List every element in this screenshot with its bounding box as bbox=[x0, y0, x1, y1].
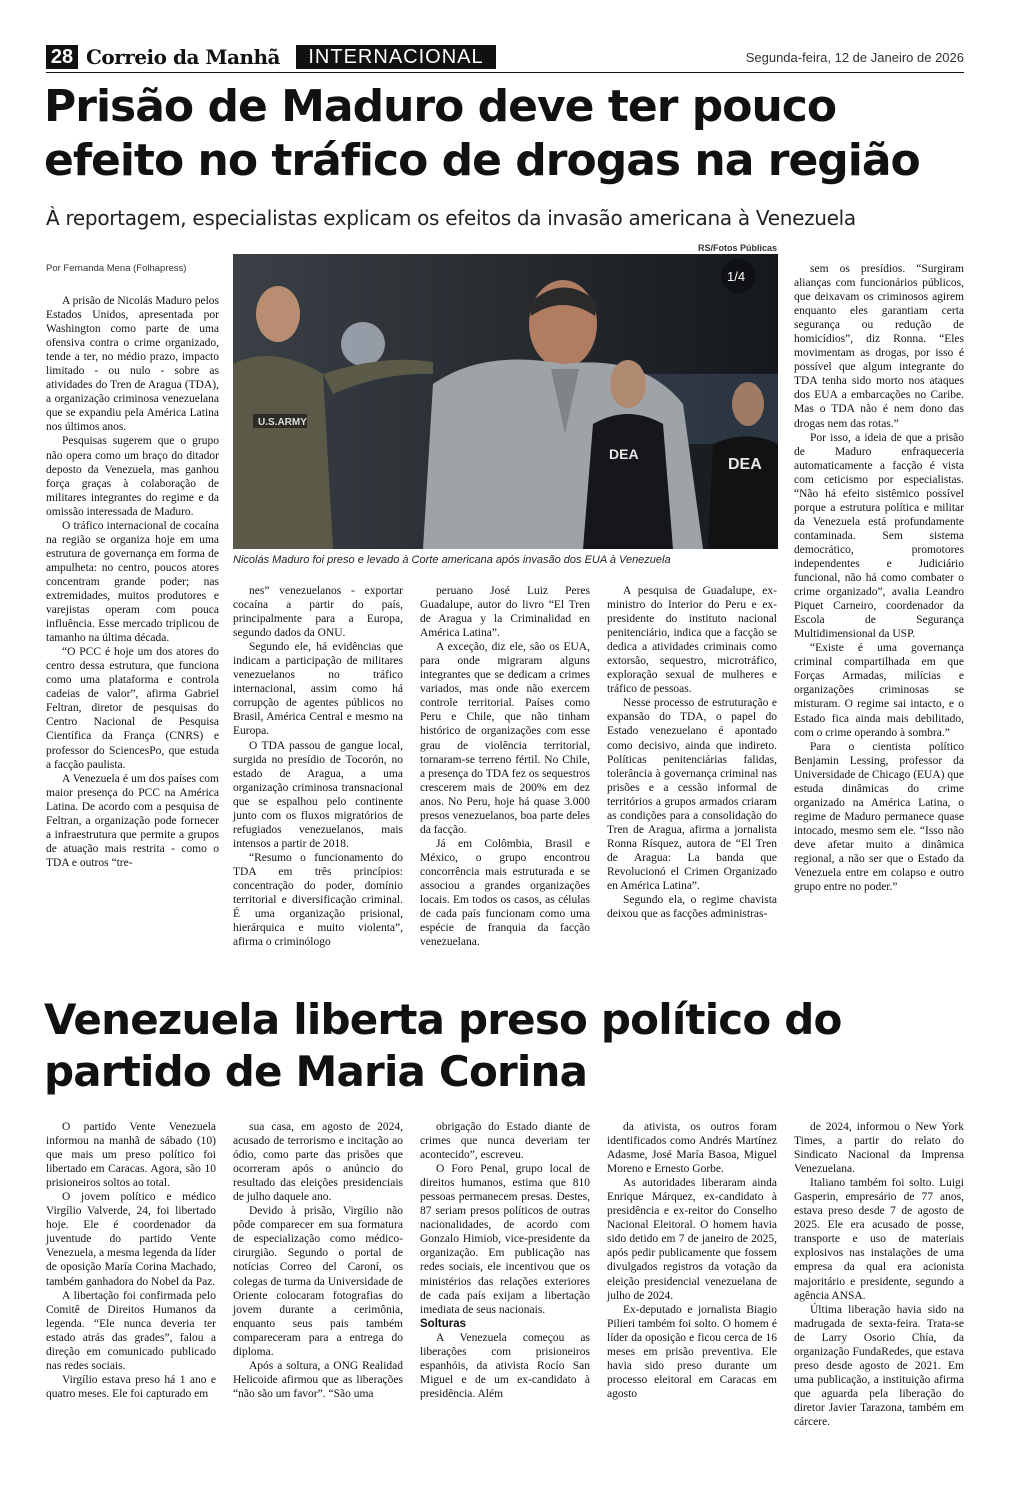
story2-column-1 bbox=[46, 1120, 216, 1401]
story2-column-3b bbox=[420, 1331, 590, 1401]
photo-light-glow bbox=[341, 322, 385, 366]
paragraph: O partido Vente Venezuela informou na manhã de sábado (10) que mais um preso político foi libertado em Caracas. Agora, são 10 prisioneiros soltos ao total. bbox=[46, 1121, 216, 1190]
paragraph: Virgílio estava preso há 1 ano e quatro meses. Ele foi capturado em bbox=[46, 1373, 216, 1400]
paragraph: O Foro Penal, grupo local de direitos humanos, estima que 810 pessoas permanecem presas. Destes, 87 seriam presos políticos de outras nacionalidades, de acordo com Gonzalo Himiob, vice-presidente da organização. Em publicação nas redes sociais, ele incentivou que os ministérios das relações exteriores de cada país exijam a libertação imediata de seus nacionais. bbox=[420, 1163, 590, 1316]
paragraph: O TDA passou de gangue local, surgida no presídio de Tocorón, no estado de Aragua, a uma organização criminosa transnacional que se espalhou pelo continente junto com os fluxos migratórios de refugiados venezuelanos, mais intensos a partir de 2018. bbox=[233, 739, 403, 850]
paragraph: Pesquisas sugerem que o grupo não opera como um braço do ditador deposto da Venezuela, mas ganhou força graças à colaboração de militares integrantes do regime e da omissão interessada de Maduro. bbox=[46, 435, 219, 518]
paragraph: O tráfico internacional de cocaína na região se organiza hoje em uma estrutura de governança em forma de ampulheta: no centro, poucos atores concentram grande poder; nas extremidades, muitos produtores e varejistas operam com pouca influência. Esse mercado triplicou de tamanho na última década. bbox=[46, 519, 219, 645]
paragraph: sem os presídios. “Surgiram alianças com funcionários públicos, que deixavam os criminosos agirem enquanto eles garantiam certa segurança ou redução de homicídios”, diz Ronna. “Eles movimentam as drogas, por isso é possível que algum integrante do TDA tenha sido morto nos ataques dos EUA a embarcações no Caribe. Mas o TDA não é nem dono das drogas nem das rotas.” bbox=[794, 263, 964, 430]
paragraph: “O PCC é hoje um dos atores do centro dessa estrutura, que funciona como uma plataforma e controla cadeias de valor”, afirma Gabriel Feltran, diretor de pesquisas do Centro Nacional de Pesquisa Científica da França (CNRS) e professor do SciencesPo, que estuda a facção paulista. bbox=[46, 646, 219, 771]
paragraph: da ativista, os outros foram identificados como Andrés Martínez Adasme, José María Basoa, Miguel Moreno e Ernesto Gorbe. bbox=[607, 1121, 777, 1176]
agent-vest bbox=[583, 414, 673, 549]
story1-column-1 bbox=[46, 294, 219, 870]
story1-column-3 bbox=[420, 584, 590, 949]
paragraph: Devido à prisão, Virgílio não pôde comparecer em sua formatura de especialização como médico-cirurgião. Segundo o portal de notícias Correo del Caroní, os colegas de turma da Universidade de Oriente colocaram fotografias do jovem durante a cerimônia, enquanto seus pais também compareceram para a entrega do diploma. bbox=[233, 1205, 403, 1358]
soldier-head bbox=[256, 286, 300, 342]
paragraph: Segundo ele, há evidências que indicam a participação de militares venezuelanos no tráfico internacional, assim como há corrupção de agentes públicos no Brasil, América Central e mesmo na Europa. bbox=[233, 641, 403, 738]
agent2-vest bbox=[708, 437, 778, 550]
paragraph: “Resumo o funcionamento do TDA em três princípios: concentração do poder, domínio territorial e diversificação criminal. É uma organização prisional, hierárquica e muito violenta”, afirma o criminólogo bbox=[233, 851, 403, 949]
paragraph: Após a soltura, a ONG Realidad Helicoide afirmou que as liberações “não são um favor”. “São uma bbox=[233, 1359, 403, 1400]
photo-caption: Nicolás Maduro foi preso e levado à Corte americana após invasão dos EUA à Venezuela bbox=[233, 554, 671, 566]
story1-column-4 bbox=[607, 584, 777, 921]
photo-credit: RS/Fotos Públicas bbox=[698, 243, 778, 253]
paragraph: O jovem político e médico Virgílio Valverde, 24, foi libertado hoje. Ele é coordenador da juventude do partido Vente Venezuela, a mesma legenda da líder de oposição María Corina Machado, também ganhadora do Nobel da Paz. bbox=[46, 1191, 216, 1288]
newspaper-name: Correio da Manhã bbox=[86, 45, 281, 69]
byline: Por Fernanda Mena (Folhapress) bbox=[46, 263, 187, 274]
paragraph: A Venezuela começou as liberações com prisioneiros espanhóis, da ativista Rocío San Miguel e de um ex-candidato à presidência. Além bbox=[420, 1331, 590, 1400]
agent-head bbox=[610, 360, 646, 408]
paragraph: Por isso, a ideia de que a prisão de Maduro enfraqueceria automaticamente a facção é vista com ceticismo por especialistas. “Não há efeito sistêmico possível porque a estrutura política e militar da Venezuela está profundamente contaminada. Sem sistema democrático, promotores independentes e Judiciário funcional, não há como combater o crime organizado”, avalia Leandro Piquet Carneiro, coordenador da Escola de Segurança Multidimensional da USP. bbox=[794, 431, 964, 641]
page-number: 28 bbox=[46, 45, 78, 69]
agent2-head bbox=[732, 382, 764, 426]
headline-venezuela: Venezuela liberta preso político do partido de Maria Corina bbox=[44, 995, 842, 1096]
story2-column-4 bbox=[607, 1120, 777, 1401]
paragraph: Para o cientista político Benjamin Lessing, professor da Universidade de Chicago (EUA) que estuda dinâmicas do crime organizado na América Latina, o regime de Maduro permanece quase intocado, mesmo sem ele. “Isso não deve afetar muito a dinâmica regional, a não ser que o Estado da Venezuela entre em colapso e outro grupo entre no poder.” bbox=[794, 740, 964, 894]
paragraph: “Existe é uma governança criminal compartilhada em que Forças Armadas, milícias e organizações criminosas se misturam. O regime sai intacto, e o Estado fica ainda mais debilitado, com o crime operando à sombra.” bbox=[794, 642, 964, 739]
paragraph: nes” venezuelanos - exportar cocaína a partir do país, principalmente para a Europa, segundo dados da ONU. bbox=[233, 585, 403, 640]
paragraph: sua casa, em agosto de 2024, acusado de terrorismo e incitação ao ódio, como parte das prisões que ocorreram após o anúncio do resultado das eleições presidenciais de julho daquele ano. bbox=[233, 1121, 403, 1204]
paragraph: Italiano também foi solto. Luigi Gasperin, empresário de 77 anos, estava preso desde 7 de agosto de 2025. Ele era acusado de posse, transporte e uso de materiais explosivos nas instalações de uma empresa da qual era acionista majoritário e presidente, segundo a agência ANSA. bbox=[794, 1177, 964, 1302]
paragraph: A prisão de Nicolás Maduro pelos Estados Unidos, apresentada por Washington como parte de uma ofensiva contra o crime organizado, tende a ter, no médio prazo, impacto limitado - ou nulo - sobre as atividades do Tren de Aragua (TDA), a organização criminosa venezuelana que se expandiu pela América Latina nos últimos anos. bbox=[46, 295, 219, 434]
photo-illustration bbox=[233, 254, 778, 549]
story2-column-5 bbox=[794, 1120, 964, 1429]
paragraph: Ex-deputado e jornalista Biagio Pilieri também foi solto. O homem é líder da oposição e ficou cerca de 16 meses em prisão preventiva. Ele havia sido preso durante um processo eleitoral em Caracas em agosto bbox=[607, 1303, 777, 1400]
soldier-uniform bbox=[233, 356, 333, 549]
story2-column-3 bbox=[420, 1120, 590, 1401]
paragraph: As autoridades liberaram ainda Enrique Márquez, ex-candidato à presidência e ex-reitor do Conselho Nacional Eleitoral. O homem havia sido detido em 7 de janeiro de 2025, após pedir publicamente que fossem divulgados registros da votação da eleição presidencial venezuelana de julho de 2024. bbox=[607, 1177, 777, 1302]
maduro-photo bbox=[233, 254, 778, 549]
header-rule bbox=[46, 72, 964, 73]
story1-column-5 bbox=[794, 262, 964, 894]
paragraph: peruano José Luiz Peres Guadalupe, autor do livro “El Tren de Aragua y la Criminalidad en América Latina”. bbox=[420, 585, 590, 640]
headline-maduro: Prisão de Maduro deve ter pouco efeito no tráfico de drogas na região bbox=[44, 81, 920, 186]
paragraph: A Venezuela é um dos países com maior presença do PCC na América Latina. De acordo com a pesquisa de Feltran, a organização pode fornecer a infraestrutura que permite a grupos de atuação mais restrita - como o TDA e outros “tre- bbox=[46, 772, 219, 869]
story1-column-2 bbox=[233, 584, 403, 949]
dea-label-1: DEA bbox=[609, 446, 639, 462]
paragraph: Nesse processo de estruturação e expansão do TDA, o papel do Estado venezuelano é apontado como decisivo, ainda que indireto. Políticas penitenciárias falidas, tolerância à governança criminal nas prisões e a cessão informal de territórios a grupos armados criaram as condições para a consolidação do Tren de Aragua, afirma a jornalista Ronna Rísquez, autora de “El Tren de Aragua: La banda que Revolucionó el Crimen Organizado en América Latina”. bbox=[607, 697, 777, 892]
dea-label-2: DEA bbox=[728, 456, 762, 473]
story2-column-3a bbox=[420, 1120, 590, 1317]
issue-date: Segunda-feira, 12 de Janeiro de 2026 bbox=[745, 50, 964, 65]
army-label: U.S.ARMY bbox=[258, 417, 307, 428]
paragraph: A libertação foi confirmada pelo Comitê de Direitos Humanos da legenda. “Ele nunca deveria ter estado atrás das grades”, falou a direção em comunicado publicado nas redes sociais. bbox=[46, 1289, 216, 1372]
subhead-solturas: Solturas bbox=[420, 1317, 467, 1330]
story2-column-2 bbox=[233, 1120, 403, 1401]
paragraph: Última liberação havia sido na madrugada de sexta-feira. Trata-se de Larry Osorio Chía, da organização FundaRedes, que estava preso desde agosto de 2021. Em uma publicação, a instituição afirma que aguarda pela liberação do diretor Javier Tarazona, também em cárcere. bbox=[794, 1303, 964, 1428]
paragraph: obrigação do Estado diante de crimes que nunca deveriam ter acontecido”, escreveu. bbox=[420, 1121, 590, 1162]
paragraph: de 2024, informou o New York Times, a partir do relato do Sindicato Nacional da Imprensa Venezuelana. bbox=[794, 1121, 964, 1176]
paragraph: Já em Colômbia, Brasil e México, o grupo encontrou concorrência mais estruturada e se associou a grandes organizações locais. Em todos os casos, as células de cada país funcionam como uma espécie de franquia da facção venezuelana. bbox=[420, 837, 590, 949]
paragraph: A exceção, diz ele, são os EUA, para onde migraram alguns integrantes que se dedicam a crimes variados, mas onde não exercem controle territorial. Países como Peru e Chile, que não tinham histórico de organizações com esse grau de violência territorial, tornaram-se terreno fértil. No Chile, a presença do TDA fez os sequestros crescerem mais de 200% em dez anos. No Peru, hoje há quase 3.000 presos venezuelanos, boa parte deles da facção. bbox=[420, 641, 590, 836]
paragraph: Segundo ela, o regime chavista deixou que as facções administras- bbox=[607, 894, 777, 921]
paragraph: A pesquisa de Guadalupe, ex-ministro do Interior do Peru e ex-presidente do instituto nacional penitenciário, indica que a facção se dedica a atividades criminais como extorsão, sequestro, microtráfico, exploração sexual de mulheres e tráfico de pessoas. bbox=[607, 585, 777, 696]
section-label: INTERNACIONAL bbox=[296, 45, 496, 69]
subheadline-maduro: À reportagem, especialistas explicam os efeitos da invasão americana à Venezuela bbox=[46, 206, 856, 230]
photo-counter: 1/4 bbox=[727, 269, 746, 284]
